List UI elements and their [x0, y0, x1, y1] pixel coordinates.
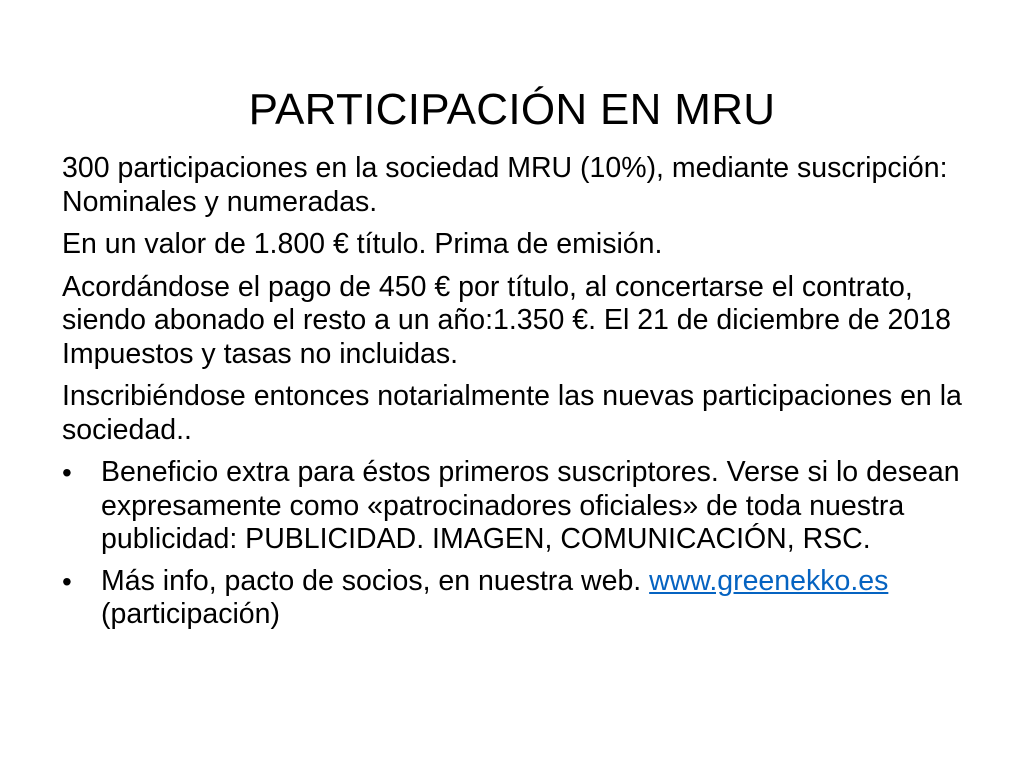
bullet-icon: • [62, 565, 72, 597]
slide-body [62, 152, 972, 640]
paragraph-inscripcion: Inscribiéndose entonces notarialmente las nuevas participaciones en la sociedad.. [62, 380, 962, 446]
paragraph-participaciones: 300 participaciones en la sociedad MRU (10%), mediante suscripción: Nominales y numeradas. [62, 152, 948, 218]
bullet-item-beneficio [62, 456, 972, 557]
bullet-icon: • [62, 457, 72, 488]
website-link[interactable]: www.greenekko.es [649, 564, 889, 597]
bullet-item-info [62, 565, 972, 632]
bullet-text-beneficio: Beneficio extra para éstos primeros suscriptores. Verse si lo desean expresamente como «patrocinadores oficiales» de toda nuestra publicidad: PUBLICIDAD. IMAGEN, COMUNICACIÓN, RSC. [101, 456, 960, 555]
paragraph-valor: En un valor de 1.800 € título. Prima de emisión. [62, 228, 663, 260]
bullet-text-info: Más info, pacto de socios, en nuestra web. [101, 564, 650, 597]
bullet-list [62, 456, 972, 632]
bullet-text-info-suffix: (participación) [101, 598, 280, 630]
paragraph-pago: Acordándose el pago de 450 € por título, al concertarse el contrato, siendo abonado el resto a un año:1.350 €. El 21 de diciembre de 2018 Impuestos y tasas no incluidas. [62, 270, 951, 370]
slide-title: PARTICIPACIÓN EN MRU [248, 85, 776, 134]
